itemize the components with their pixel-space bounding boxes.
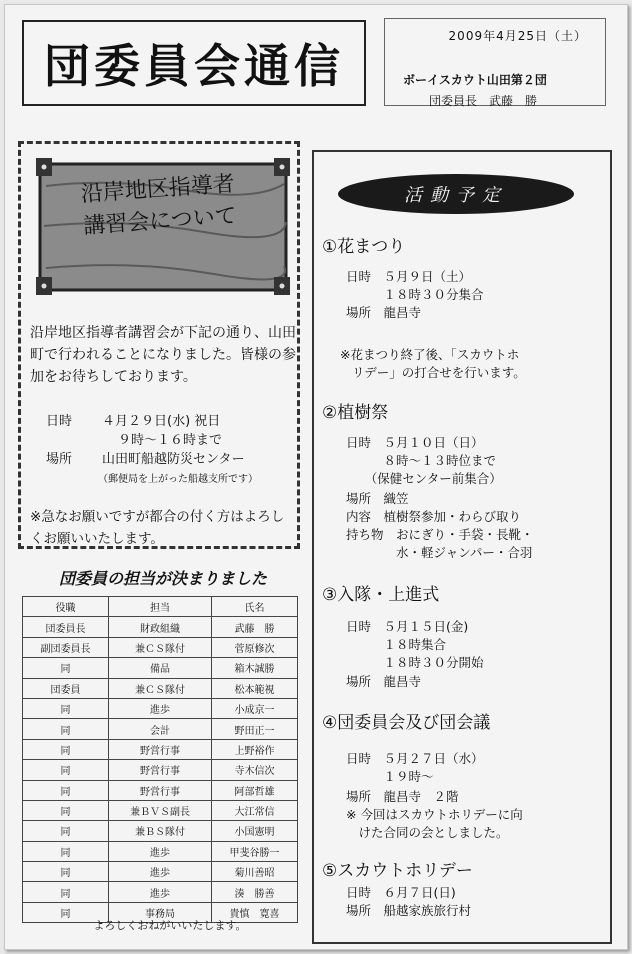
- name-cell: 寺木信次: [211, 760, 297, 780]
- role-cell: 同: [23, 882, 109, 902]
- table-row: [23, 617, 298, 637]
- name-cell: 菅原修次: [211, 637, 297, 657]
- schedule-title: 活動予定: [338, 174, 574, 214]
- event-1-place: 場所 龍昌寺: [346, 305, 422, 320]
- header-info-box: [384, 18, 606, 106]
- role-cell: 同: [23, 739, 109, 759]
- event-3-time-2: １８時３０分開始: [346, 655, 484, 670]
- column-header: 担当: [109, 597, 212, 617]
- name-cell: 阿部哲雄: [211, 780, 297, 800]
- name-cell: 箱木誠勝: [211, 658, 297, 678]
- table-row: [23, 739, 298, 759]
- event-2-items-2: 水・軽ジャンパー・合羽: [346, 545, 533, 560]
- event-5-title: ⑤スカウトホリデー: [322, 861, 473, 881]
- role-cell: 同: [23, 862, 109, 882]
- newsletter-title: 団委員会通信: [22, 20, 366, 106]
- role-cell: 同: [23, 902, 109, 922]
- table-row: [23, 862, 298, 882]
- table-row: [23, 637, 298, 657]
- event-3-place: 場所 龍昌寺: [346, 674, 422, 689]
- seminar-intro: 沿岸地区指導者講習会が下記の通り、山田町で行われることになりました。皆様の参加をお待ちしております。: [30, 325, 296, 385]
- seminar-time: ９時～１６時まで: [118, 433, 223, 448]
- event-1-note-2: リデー」の打合せを行います。: [352, 365, 526, 380]
- role-cell: 同: [23, 719, 109, 739]
- seminar-request: ※急なお願いですが都合の付く方はよろしくお願いいたします。: [30, 509, 285, 547]
- seminar-place: 山田町船越防災センター: [102, 452, 245, 467]
- event-2-items-1: 持ち物 おにぎり・手袋・長靴・: [346, 527, 534, 542]
- duty-cell: 野営行事: [109, 780, 212, 800]
- duty-cell: 財政組織: [109, 617, 212, 637]
- closing-note: よろしくおねがいいたします。: [93, 919, 247, 932]
- duty-cell: 野営行事: [109, 739, 212, 759]
- name-cell: 武藤 勝: [211, 617, 297, 637]
- roles-table: [22, 596, 298, 923]
- duty-cell: 進歩: [109, 882, 212, 902]
- chairperson: 団委員長 武藤 勝: [429, 94, 538, 108]
- duty-cell: 備品: [109, 658, 212, 678]
- event-2-place: 場所 織笠: [346, 491, 409, 506]
- duty-cell: 兼ＢＳ隊付: [109, 821, 212, 841]
- name-cell: 菊川善昭: [211, 862, 297, 882]
- role-cell: 同: [23, 841, 109, 861]
- table-row: [23, 678, 298, 698]
- event-2-date: 日時 ５月１０日（日）: [346, 435, 484, 450]
- duty-cell: 兼ＣＳ隊付: [109, 637, 212, 657]
- event-2-time: ８時～１３時位まで: [346, 453, 497, 468]
- organization-name: ボーイスカウト山田第２団: [403, 73, 547, 87]
- duty-cell: 兼ＣＳ隊付: [109, 678, 212, 698]
- table-row: [23, 841, 298, 861]
- seminar-place-label: 場所: [46, 452, 73, 467]
- name-cell: 野田正一: [211, 719, 297, 739]
- name-cell: 甲斐谷勝一: [211, 841, 297, 861]
- table-row: [23, 780, 298, 800]
- seminar-date-label: 日時: [46, 414, 73, 429]
- event-5-place: 場所 船越家族旅行村: [346, 903, 472, 918]
- role-cell: 副団委員長: [23, 637, 109, 657]
- table-row: [23, 882, 298, 902]
- role-cell: 団委員長: [23, 617, 109, 637]
- table-row: [23, 800, 298, 820]
- role-cell: 同: [23, 658, 109, 678]
- column-header: 氏名: [211, 597, 297, 617]
- roles-header-row: [23, 597, 298, 617]
- event-3-date: 日時 ５月１５日(金): [346, 619, 469, 634]
- duty-cell: 会計: [109, 719, 212, 739]
- event-4-place: 場所 龍昌寺 ２階: [346, 789, 459, 804]
- roles-title: 団委員の担当が決まりました: [58, 569, 267, 588]
- event-4-time: １９時～: [346, 769, 434, 784]
- table-row: [23, 760, 298, 780]
- name-cell: 湊 勝善: [211, 882, 297, 902]
- role-cell: 同: [23, 800, 109, 820]
- name-cell: 小国憲明: [211, 821, 297, 841]
- duty-cell: 兼ＢＶＳ副長: [109, 800, 212, 820]
- table-row: [23, 719, 298, 739]
- duty-cell: 進歩: [109, 698, 212, 718]
- duty-cell: 進歩: [109, 841, 212, 861]
- duty-cell: 事務局: [109, 902, 212, 922]
- event-4-note-1: ※ 今回はスカウトホリデーに向: [346, 807, 523, 822]
- event-1-date: 日時 ５月９日（土）: [346, 269, 472, 284]
- role-cell: 団委員: [23, 678, 109, 698]
- role-cell: 同: [23, 780, 109, 800]
- seminar-date: ４月２９日(水) 祝日: [102, 414, 221, 429]
- table-row: [23, 658, 298, 678]
- event-5-date: 日時 ６月７日(日): [346, 885, 456, 900]
- table-row: [23, 821, 298, 841]
- event-4-note-2: けた合同の会としました。: [346, 825, 509, 840]
- event-3-time-1: １８時集合: [346, 637, 447, 652]
- issue-date: 2009年4月25日（土）: [448, 29, 587, 43]
- role-cell: 同: [23, 760, 109, 780]
- event-2-content: 内容 植樹祭参加・わらび取り: [346, 509, 522, 524]
- name-cell: 貴慎 寛喜: [211, 902, 297, 922]
- role-cell: 同: [23, 698, 109, 718]
- name-cell: 大江常信: [211, 800, 297, 820]
- event-1-time: １８時３０分集合: [346, 287, 484, 302]
- role-cell: 同: [23, 821, 109, 841]
- table-row: [23, 698, 298, 718]
- duty-cell: 野営行事: [109, 760, 212, 780]
- event-4-title: ④団委員会及び団会議: [322, 713, 491, 733]
- event-2-title: ②植樹祭: [322, 403, 389, 423]
- sign-line-1: 沿岸地区指導者: [80, 171, 236, 208]
- event-3-title: ③入隊・上進式: [322, 585, 440, 605]
- sign-line-2: 講習会について: [82, 203, 238, 240]
- name-cell: 上野裕作: [211, 739, 297, 759]
- duty-cell: 進歩: [109, 862, 212, 882]
- event-2-assembly: （保健センター前集合）: [346, 471, 502, 486]
- event-1-note-1: ※花まつり終了後、「スカウトホ: [340, 347, 520, 362]
- event-4-date: 日時 ５月２７日（水）: [346, 751, 484, 766]
- column-header: 役職: [23, 597, 109, 617]
- event-1-title: ①花まつり: [322, 237, 406, 257]
- name-cell: 小成京一: [211, 698, 297, 718]
- name-cell: 松本範視: [211, 678, 297, 698]
- seminar-place-note: （郵便局を上がった船越支所です）: [98, 474, 258, 485]
